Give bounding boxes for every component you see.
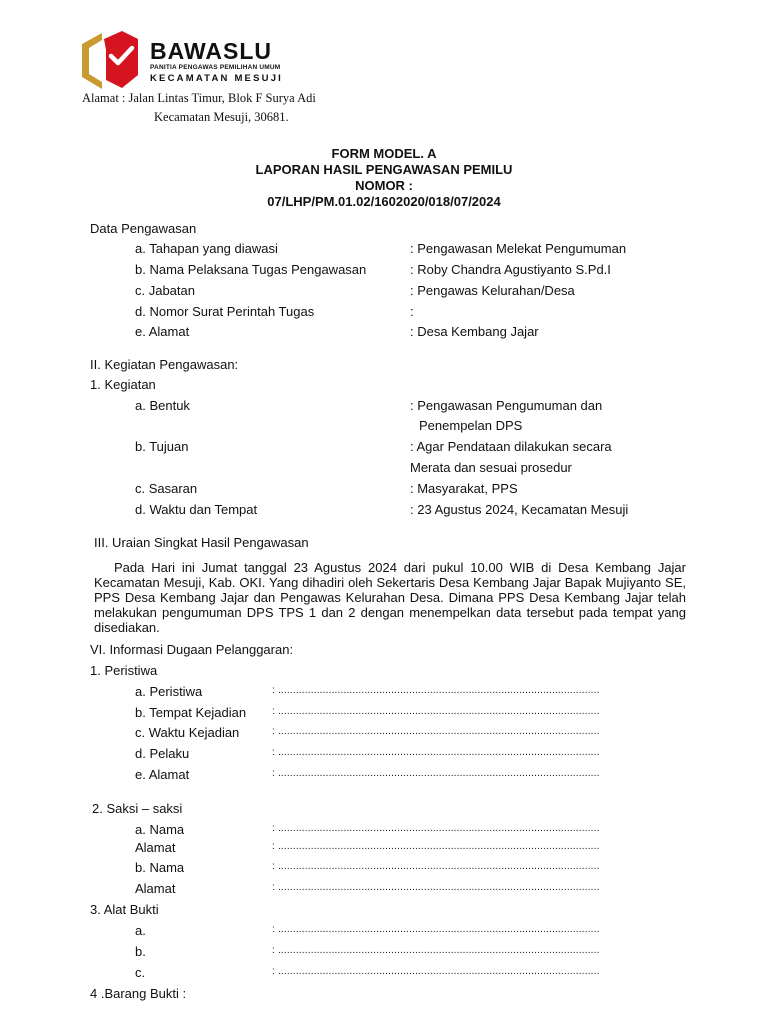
field-label: e. Alamat — [135, 767, 190, 782]
field-value: : Agar Pendataan dilakukan secara — [410, 439, 612, 454]
subsection-heading: 2. Saksi – saksi — [92, 801, 183, 816]
field-label: Alamat — [135, 881, 176, 896]
section-heading: VI. Informasi Dugaan Pelanggaran: — [90, 642, 294, 657]
field-label: c. Sasaran — [135, 481, 198, 496]
field-label: a. Peristiwa — [135, 684, 203, 699]
address-line-2: Kecamatan Mesuji, 30681. — [154, 110, 289, 124]
field-value-continued: Penempelan DPS — [419, 418, 523, 433]
brand-subtitle-1: PANITIA PENGAWAS PEMILIHAN UMUM — [150, 64, 281, 71]
field-label: a. — [135, 923, 146, 938]
subsection-heading: 1. Peristiwa — [90, 663, 158, 678]
fill-line: : ............................................................................................................ — [272, 726, 600, 737]
section-heading: Data Pengawasan — [90, 221, 197, 236]
brand-subtitle-2: KECAMATAN MESUJI — [150, 73, 284, 84]
title-line-4: 07/LHP/PM.01.02/1602020/018/07/2024 — [267, 194, 501, 209]
fill-line: : ............................................................................................................ — [272, 861, 600, 872]
title-line-1: FORM MODEL. A — [331, 146, 437, 161]
field-value: : Desa Kembang Jajar — [410, 324, 539, 339]
field-value: : 23 Agustus 2024, Kecamatan Mesuji — [410, 502, 629, 517]
field-value: : Roby Chandra Agustiyanto S.Pd.I — [410, 262, 611, 277]
field-label: a. Bentuk — [135, 398, 190, 413]
field-value: : Pengawasan Pengumuman dan — [410, 398, 603, 413]
field-label: b. — [135, 944, 146, 959]
fill-line: : ............................................................................................................ — [272, 924, 600, 935]
fill-line: : ............................................................................................................ — [272, 685, 600, 696]
field-label: Alamat — [135, 840, 176, 855]
field-label: c. — [135, 965, 146, 980]
field-label: a. Nama — [135, 822, 185, 837]
address-line-1: Alamat : Jalan Lintas Timur, Blok F Surya Adi — [82, 91, 316, 105]
field-value-continued: Merata dan sesuai prosedur — [410, 460, 572, 475]
fill-line: : ............................................................................................................ — [272, 882, 600, 893]
brand-name: BAWASLU — [150, 38, 272, 64]
field-value: : Pengawasan Melekat Pengumuman — [410, 241, 627, 256]
field-label: c. Waktu Kejadian — [135, 725, 240, 740]
fill-line: : ............................................................................................................ — [272, 966, 600, 977]
field-label: d. Waktu dan Tempat — [135, 502, 258, 517]
field-label: b. Tempat Kejadian — [135, 705, 247, 720]
section-heading: III. Uraian Singkat Hasil Pengawasan — [94, 535, 309, 550]
fill-line: : ............................................................................................................ — [272, 747, 600, 758]
field-label: b. Nama Pelaksana Tugas Pengawasan — [135, 262, 367, 277]
section-heading: II. Kegiatan Pengawasan: — [90, 357, 239, 372]
field-label: b. Tujuan — [135, 439, 189, 454]
fill-line: : ............................................................................................................ — [272, 841, 600, 852]
fill-line: : ............................................................................................................ — [272, 945, 600, 956]
bawaslu-logo-icon — [78, 30, 144, 92]
field-value: : Pengawas Kelurahan/Desa — [410, 283, 575, 298]
field-label: b. Nama — [135, 860, 185, 875]
subsection-heading: 4 .Barang Bukti : — [90, 986, 187, 1001]
fill-line: : ............................................................................................................ — [272, 768, 600, 779]
uraian-paragraph: Pada Hari ini Jumat tanggal 23 Agustus 2024 dari pukul 10.00 WIB di Desa Kembang Jajar Kecamatan Mesuji, Kab. OKI. Yang dihadiri oleh Sekertaris Desa Kembang Jajar Bapak Mujiyanto SE, PPS Desa Kembang Jajar dan Pengawas Kelurahan Desa. Dimana PPS Desa Kembang Jajar telah melakukan pengumuman DPS TPS 1 dan 2 dengan menempelkan data tersebut pada tempat yang disediakan. — [94, 560, 686, 635]
subsection-heading: 3. Alat Bukti — [90, 902, 159, 917]
title-line-2: LAPORAN HASIL PENGAWASAN PEMILU — [255, 162, 513, 177]
subsection-heading: 1. Kegiatan — [90, 377, 156, 392]
fill-line: : ............................................................................................................ — [272, 706, 600, 717]
title-line-3: NOMOR : — [355, 178, 413, 193]
field-label: a. Tahapan yang diawasi — [135, 241, 278, 256]
fill-line: : ............................................................................................................ — [272, 823, 600, 834]
field-label: e. Alamat — [135, 324, 190, 339]
field-label: d. Nomor Surat Perintah Tugas — [135, 304, 315, 319]
field-label: c. Jabatan — [135, 283, 195, 298]
field-label: d. Pelaku — [135, 746, 190, 761]
field-value: : — [410, 304, 414, 319]
field-value: : Masyarakat, PPS — [410, 481, 518, 496]
